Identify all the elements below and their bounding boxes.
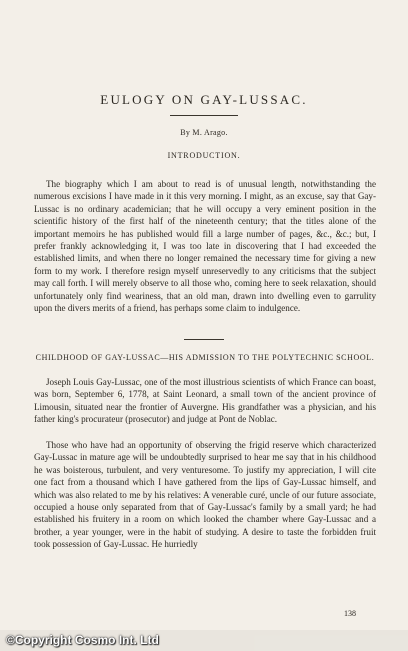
article-title: EULOGY ON GAY-LUSSAC. — [100, 92, 308, 107]
watermark-text: ©Copyright Cosmo Int. Ltd — [6, 633, 159, 647]
copyright-watermark — [0, 630, 408, 651]
author-byline: By M. Arago. — [180, 128, 228, 137]
childhood-paragraph-2: Those who have had an opportunity of observing the frigid reserve which characterized Gay-Lussac in mature age will be undoubtedly surprised to hear me say that in his childhood he was boisterous, turbulent, and very venturesome. To justify my appreciation, I will cite one fact from a thousand which I have gathered from the lips of Gay-Lussac himself, and which was also related to me by his relatives: A venerable curé, uncle of our future associate, occupied a house only separated from that of Gay-Lussac's family by a small yard; he had established his fruitery in a room on which looked the chamber where Gay-Lussac and a brother, a year younger, were in the habit of studying. A desire to taste the forbidden fruit took possession of Gay-Lussac. He hurriedly — [34, 440, 376, 550]
introduction-heading: INTRODUCTION. — [167, 151, 241, 160]
section-divider — [184, 339, 224, 340]
childhood-paragraph-1: Joseph Louis Gay-Lussac, one of the most illustrious scientists of which France can boast, was born, September 6, 1778, at Saint Leonard, a small town of the ancient province of Limousin, situated near the frontier of Auvergne. His grandfather was a physician, and his father king's procurateur (prosecutor) and judge at Pont de Noblac. — [34, 377, 376, 425]
page-number: 138 — [344, 609, 356, 618]
childhood-heading: CHILDHOOD OF GAY-LUSSAC—HIS ADMISSION TO THE POLYTECHNIC SCHOOL. — [35, 353, 375, 362]
introduction-paragraph: The biography which I am about to read is of unusual length, notwithstanding the numerous excisions I have made in it this very morning. I might, as an excuse, say that Gay-Lussac is no ordinary academician; that he will occupy a very eminent position in the scientific history of the first half of the nineteenth century; that the titles alone of the important memoirs he has published would fill a large number of pages, &c., &c.; but, I prefer frankly acknowledging it, I was too late in discovering that I had exceeded the established limits, and when there no longer remained the necessary time for giving a new form to my work. I therefore resign myself unreservedly to any criticisms that the subject may call forth. I will merely observe to all those who, coming here to seek relaxation, should unfortunately only find weariness, that an old man, drawn into dwelling even to garrulity upon the divers merits of a friend, has perhaps some claim to indulgence. — [34, 179, 376, 314]
title-divider — [170, 115, 238, 116]
